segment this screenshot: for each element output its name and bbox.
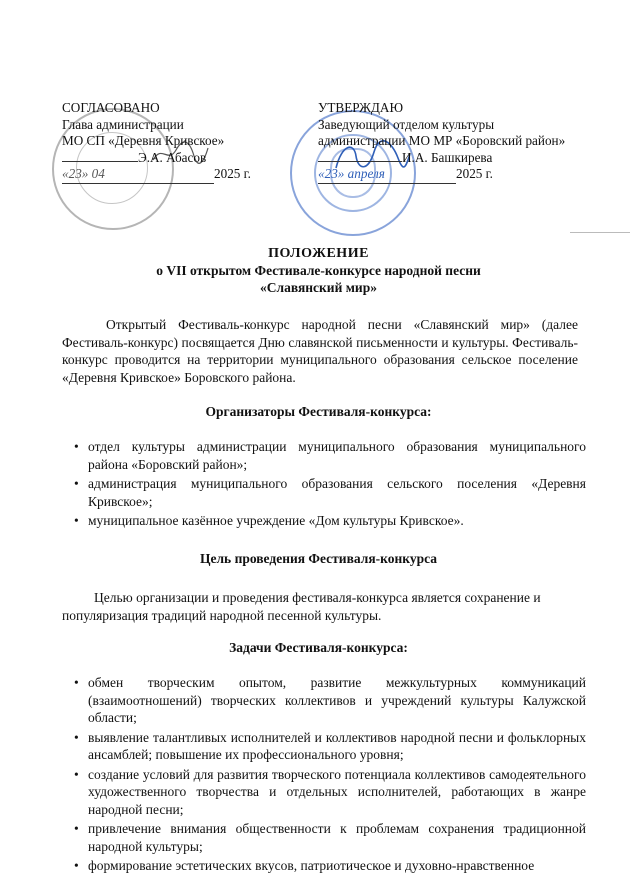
intro-paragraph: Открытый Фестиваль-конкурс народной песни «Славянский мир» (далее Фестиваль-конкурс) посвящается Дню славянской письменности и культуры. Фестиваль-конкурс проводится на территории муниципального образования сельское поселение «Деревня Кривское» Боровского района. xyxy=(62,317,578,385)
festival-name: «Славянский мир» xyxy=(260,280,377,295)
list-item: • администрация муниципального образования сельского поселения «Деревня Кривское»; xyxy=(62,475,586,510)
approval-heading-right: УТВЕРЖДАЮ xyxy=(318,100,404,115)
approval-position-right: Заведующий отделом культуры xyxy=(318,116,495,132)
approval-organization-right: администрации МО МР «Боровский район» xyxy=(318,133,566,148)
document-subtitle: о VII открытом Фестивале-конкурсе народной песни xyxy=(156,263,481,278)
scan-edge-mark xyxy=(570,232,630,233)
tasks-list xyxy=(62,674,586,877)
approval-block-left xyxy=(62,100,282,184)
list-item: • создание условий для развития творческого потенциала коллективов самодеятельного художественного творчества и отдельных исполнителей, работающих в жанре народной песни; xyxy=(62,766,586,819)
goal-heading: Цель проведения Фестиваля-конкурса xyxy=(199,551,437,566)
goal-paragraph: Целью организации и проведения фестиваля-конкурса является сохранение и популяризация традиций народной песенной культуры. xyxy=(62,590,541,623)
tasks-heading: Задачи Фестиваля-конкурса: xyxy=(229,640,408,655)
approval-year-left: 2025 г. xyxy=(214,166,251,181)
approval-date-left: «23» 04 xyxy=(62,166,214,184)
list-item: • отдел культуры администрации муниципального образования муниципального района «Боровский район»; xyxy=(62,438,586,473)
approval-heading-left: СОГЛАСОВАНО xyxy=(62,100,160,115)
approval-signer-left: Э.А. Абасов xyxy=(138,149,207,165)
organizers-heading: Организаторы Фестиваля-конкурса: xyxy=(205,404,432,419)
list-item: • муниципальное казённое учреждение «Дом культуры Кривское». xyxy=(62,512,586,530)
organizers-list xyxy=(62,438,586,532)
approval-block-right xyxy=(318,100,608,184)
list-item: • привлечение внимания общественности к проблемам сохранения традиционной народной культуры; xyxy=(62,820,586,855)
list-item: • обмен творческим опытом, развитие межкультурных коммуникаций (взаимоотношений) творческих коллективов и учреждений культуры Калужской области; xyxy=(62,674,586,727)
approval-position-left: Глава администрации xyxy=(62,116,184,132)
approval-organization-left: МО СП «Деревня Кривское» xyxy=(62,133,225,148)
list-item: • выявление талантливых исполнителей и коллективов народной песни и фольклорных ансамблей; повышение их профессионального уровня; xyxy=(62,729,586,764)
list-item: • формирование эстетических вкусов, патриотическое и духовно-нравственное xyxy=(62,857,586,875)
approval-year-right: 2025 г. xyxy=(456,166,493,181)
approval-signer-right: И.А. Башкирева xyxy=(402,149,493,165)
document-title: ПОЛОЖЕНИЕ xyxy=(268,246,369,261)
approval-date-right: «23» апреля xyxy=(318,166,456,184)
